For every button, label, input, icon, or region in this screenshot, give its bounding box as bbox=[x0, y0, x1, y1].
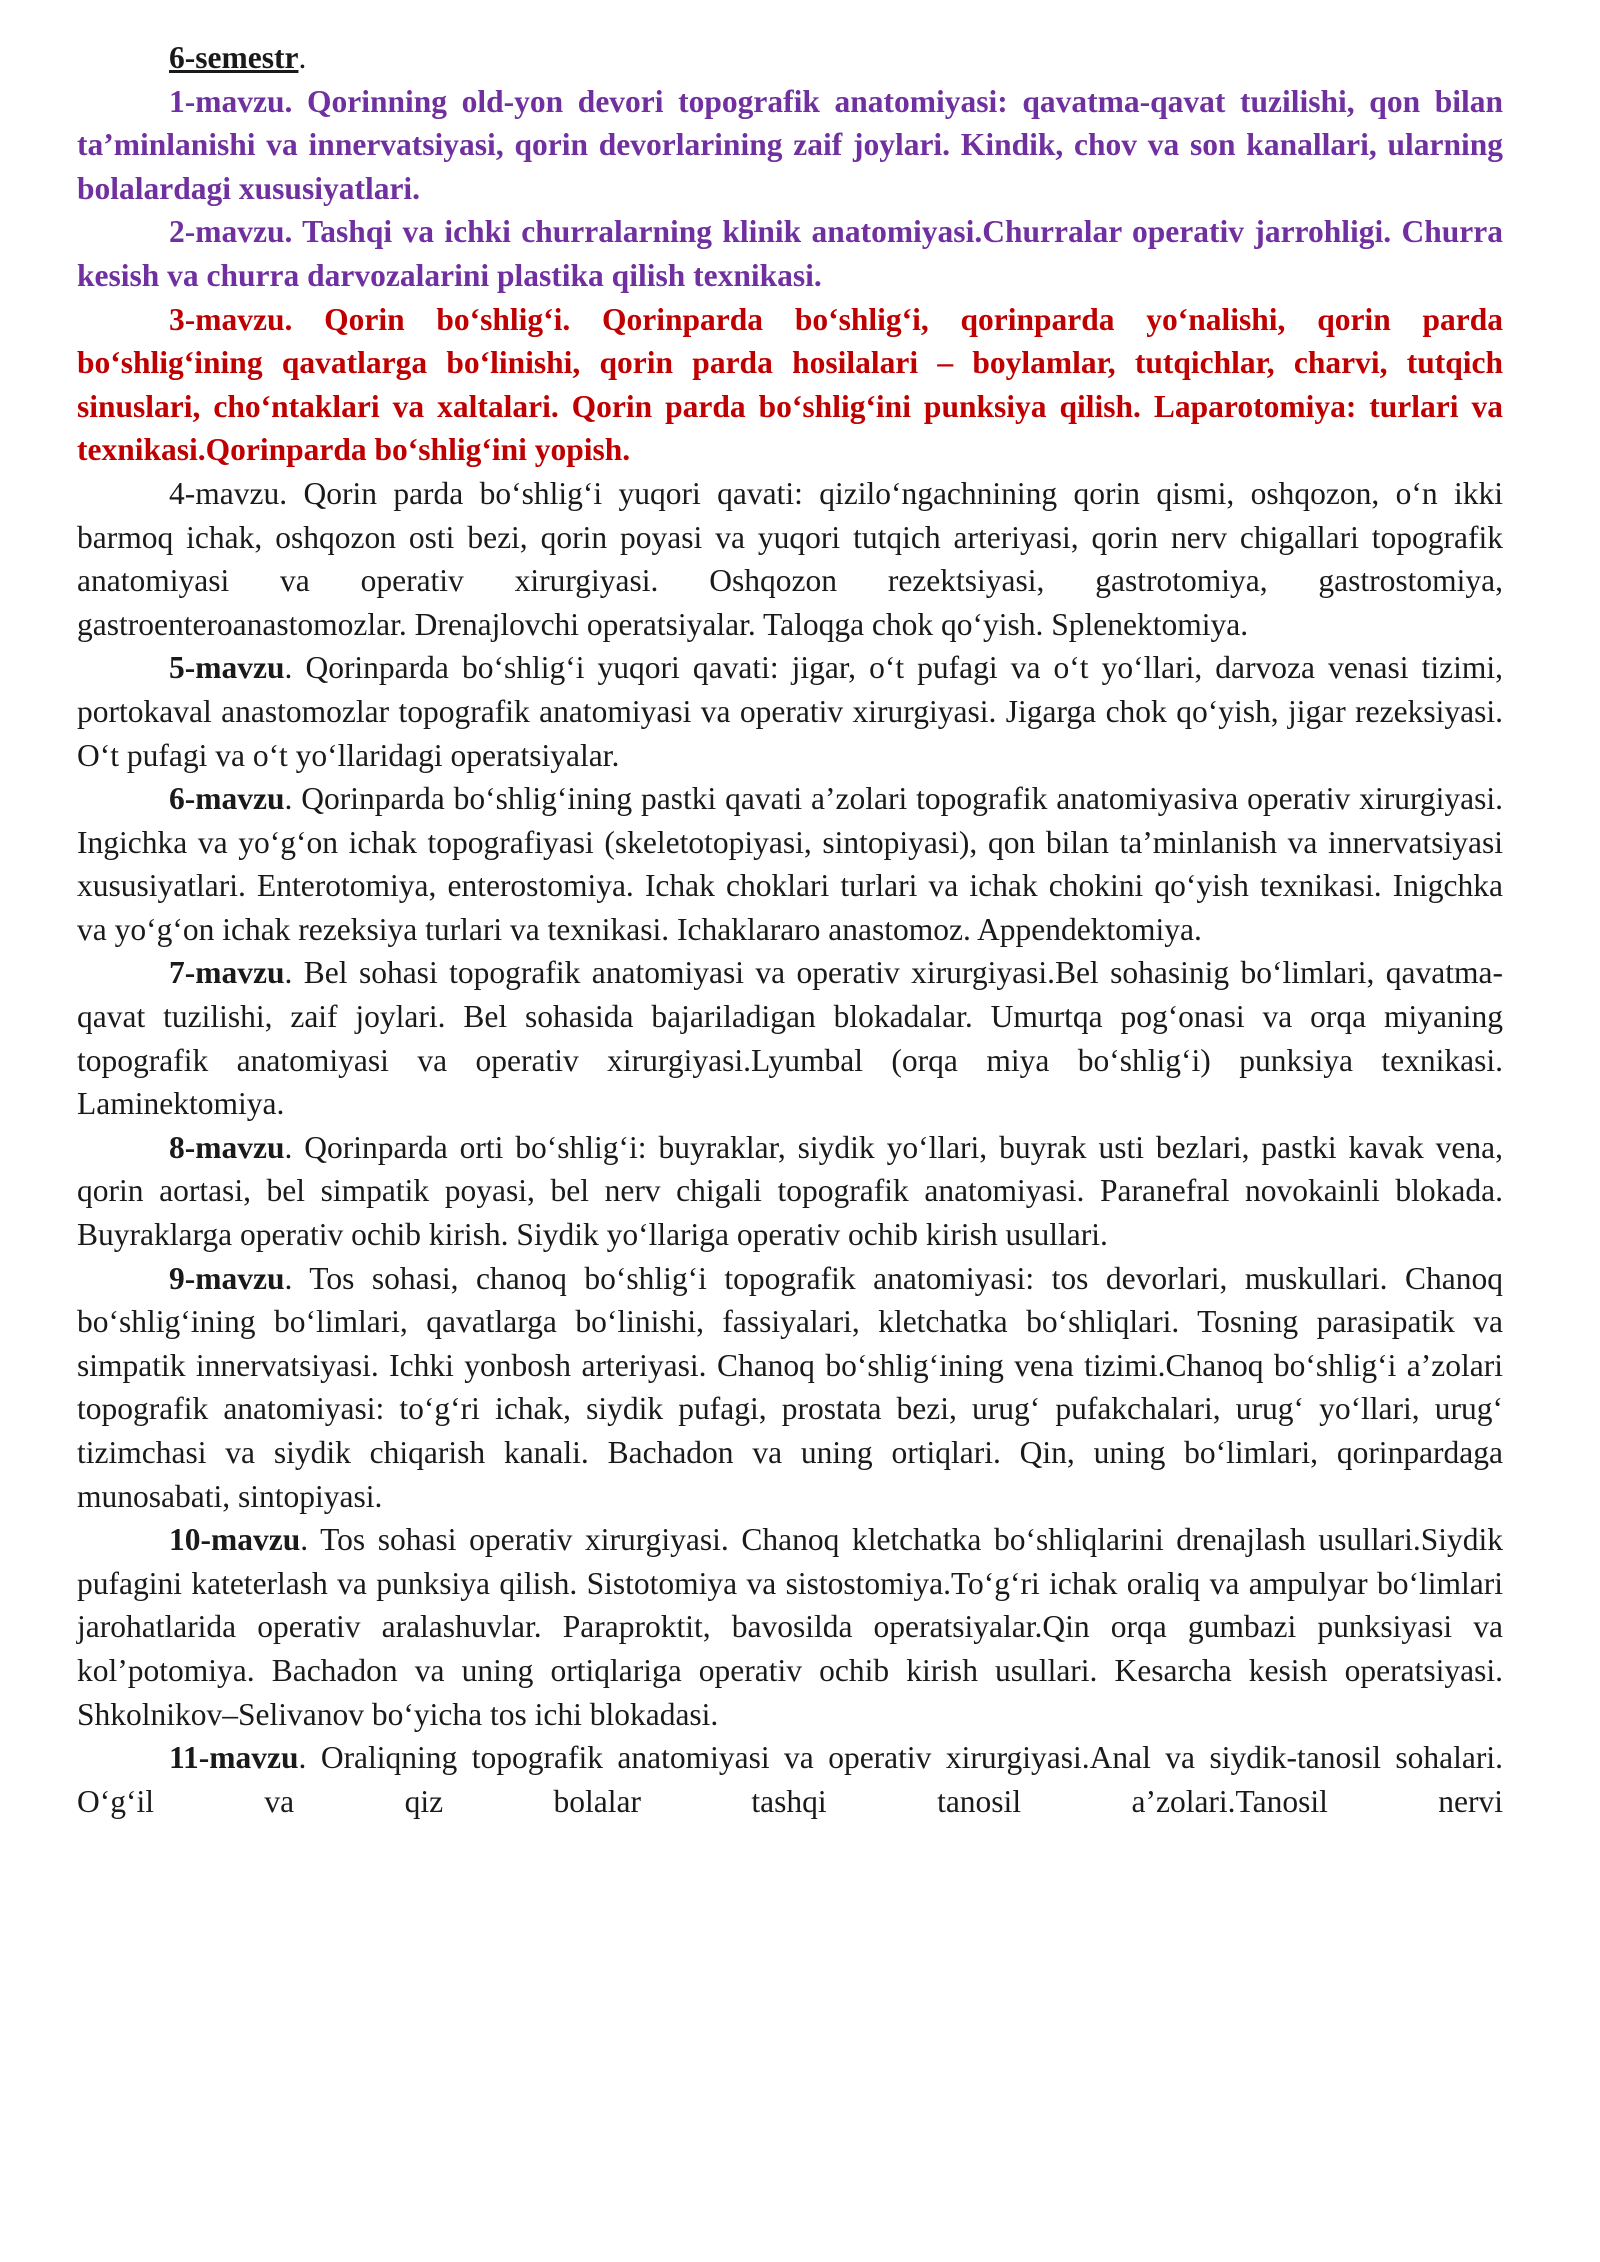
topic-2-text: Tashqi va ichki churralarning klinik anatomiyasi.Churralar operativ jarrohligi. Churra kesish va churra darvozalarini plastika qilish texnikasi. bbox=[77, 214, 1503, 293]
document-page bbox=[77, 36, 1503, 1823]
topic-1 bbox=[77, 80, 1503, 211]
semester-trail: . bbox=[298, 40, 307, 75]
topic-6-text: . Qorinparda bo‘shlig‘ining pastki qavati a’zolari topografik anatomiyasiva operativ xirurgiyasi. Ingichka va yo‘g‘on ichak topografiyasi (skeletotopiyasi, sintopiyasi), qon bilan ta’minlanish va innervatsiyasi xususiyatlari. Enterotomiya, enterostomiya. Ichak choklari turlari va ichak chokini qo‘yish texnikasi. Inigchka va yo‘g‘on ichak rezeksiya turlari va texnikasi. Ichaklararo anastomoz. Appendektomiya. bbox=[77, 781, 1503, 947]
topic-1-number: 1-mavzu. bbox=[169, 83, 293, 119]
topic-6 bbox=[77, 777, 1503, 951]
topic-10-text: . Tos sohasi operativ xirurgiyasi. Chanoq kletchatka bo‘shliqlarini drenajlash usullari.Siydik pufagini kateterlash va punksiya qilish. Sistotomiya va sistostomiya.To‘g‘ri ichak oraliq va ampulyar bo‘limlari jarohatlarida operativ aralashuvlar. Paraproktit, bavosilda operatsiyalar.Qin orqa gumbazi punksiyasi va kol’potomiya. Bachadon va uning ortiqlariga operativ ochib kirish usullari. Kesarcha kesish operatsiyasi. Shkolnikov–Selivanov bo‘yicha tos ichi blokadasi. bbox=[77, 1522, 1503, 1732]
semester-heading bbox=[77, 36, 1503, 80]
topic-7 bbox=[77, 951, 1503, 1125]
topic-5 bbox=[77, 646, 1503, 777]
topic-2 bbox=[77, 210, 1503, 297]
topic-6-number: 6-mavzu bbox=[169, 781, 285, 817]
semester-label: 6-semestr bbox=[169, 40, 299, 75]
topic-10-number: 10-mavzu bbox=[169, 1522, 301, 1558]
topic-4-number: 4-mavzu. bbox=[169, 475, 288, 511]
topic-9 bbox=[77, 1257, 1503, 1519]
topic-11-number: 11-mavzu bbox=[169, 1740, 299, 1776]
topic-11-text: . Oraliqning topografik anatomiyasi va operativ xirurgiyasi.Anal va siydik-tanosil sohalari. O‘g‘il va qiz bolalar tashqi tanosil a’zolari.Tanosil nervi bbox=[77, 1740, 1503, 1819]
topic-3-text: Qorin bo‘shlig‘i. Qorinparda bo‘shlig‘i, qorinparda yo‘nalishi, qorin parda bo‘shlig‘ining qavatlarga bo‘linishi, qorin parda hosilalari – boylamlar, tutqichlar, charvi, tutqich sinuslari, cho‘ntaklari va xaltalari. Qorin parda bo‘shlig‘ini punksiya qilish. Laparotomiya: turlari va texnikasi.Qorinparda bo‘shlig‘ini yopish. bbox=[77, 301, 1503, 468]
topic-5-text: . Qorinparda bo‘shlig‘i yuqori qavati: jigar, o‘t pufagi va o‘t yo‘llari, darvoza venasi tizimi, portokaval anastomozlar topografik anatomiyasi va operativ xirurgiyasi. Jigarga chok qo‘yish, jigar rezeksiyasi. O‘t pufagi va o‘t yo‘llaridagi operatsiyalar. bbox=[77, 650, 1503, 773]
topic-1-text: Qorinning old-yon devori topografik anatomiyasi: qavatma-qavat tuzilishi, qon bilan ta’minlanishi va innervatsiyasi, qorin devorlarining zaif joylari. Kindik, chov va son kanallari, ularning bolalardagi xususiyatlari. bbox=[77, 83, 1503, 206]
topic-9-number: 9-mavzu bbox=[169, 1260, 285, 1296]
topic-11 bbox=[77, 1736, 1503, 1823]
topic-2-number: 2-mavzu. bbox=[169, 214, 293, 250]
topic-9-text: . Tos sohasi, chanoq bo‘shlig‘i topografik anatomiyasi: tos devorlari, muskullari. Chanoq bo‘shlig‘ining bo‘limlari, qavatlarga bo‘linishi, fassiyalari, kletchatka bo‘shliqlari. Tosning parasipatik va simpatik innervatsiyasi. Ichki yonbosh arteriyasi. Chanoq bo‘shlig‘ining vena tizimi.Chanoq bo‘shlig‘i a’zolari topografik anatomiyasi: to‘g‘ri ichak, siydik pufagi, prostata bezi, urug‘ pufakchalari, urug‘ yo‘llari, urug‘ tizimchasi va siydik chiqarish kanali. Bachadon va uning ortiqlari. Qin, uning bo‘limlari, qorinpardaga munosabati, sintopiyasi. bbox=[77, 1260, 1503, 1514]
topic-8-number: 8-mavzu bbox=[169, 1129, 285, 1165]
topic-7-number: 7-mavzu bbox=[169, 955, 285, 991]
topic-10 bbox=[77, 1518, 1503, 1736]
topic-7-text: . Bel sohasi topografik anatomiyasi va operativ xirurgiyasi.Bel sohasinig bo‘limlari, qavatma-qavat tuzilishi, zaif joylari. Bel sohasida bajariladigan blokadalar. Umurtqa pog‘onasi va orqa miyaning topografik anatomiyasi va operativ xirurgiyasi.Lyumbal (orqa miya bo‘shlig‘i) punksiya texnikasi. Laminektomiya. bbox=[77, 955, 1503, 1122]
topic-4 bbox=[77, 472, 1503, 646]
topic-3-number: 3-mavzu. bbox=[169, 301, 293, 337]
topic-8 bbox=[77, 1126, 1503, 1257]
topic-5-number: 5-mavzu bbox=[169, 650, 285, 686]
topic-3 bbox=[77, 298, 1503, 472]
topic-8-text: . Qorinparda orti bo‘shlig‘i: buyraklar, siydik yo‘llari, buyrak usti bezlari, pastki kavak vena, qorin aortasi, bel simpatik poyasi, bel nerv chigali topografik anatomiyasi. Paranefral novokainli blokada. Buyraklarga operativ ochib kirish. Siydik yo‘llariga operativ ochib kirish usullari. bbox=[77, 1129, 1503, 1253]
topic-4-text: Qorin parda bo‘shlig‘i yuqori qavati: qizilo‘ngachnining qorin qismi, oshqozon, o‘n ikki barmoq ichak, oshqozon osti bezi, qorin poyasi va yuqori tutqich arteriyasi, qorin nerv chigallari topografik anatomiyasi va operativ xirurgiyasi. Oshqozon rezektsiyasi, gastrotomiya, gastrostomiya, gastroenteroanastomozlar. Drenajlovchi operatsiyalar. Taloqga chok qo‘yish. Splenektomiya. bbox=[77, 475, 1503, 642]
